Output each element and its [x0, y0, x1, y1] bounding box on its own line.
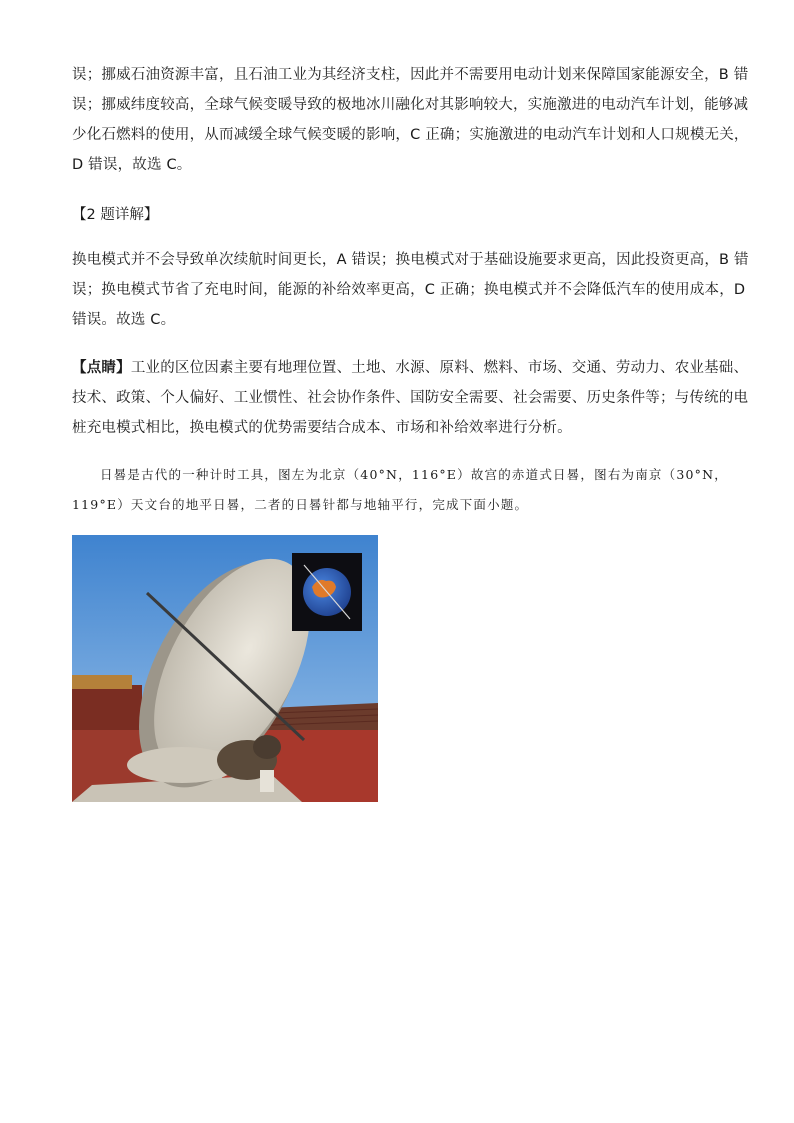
text-line: 少化石燃料的使用，从而减缓全球气候变暖的影响，C 正确；实施激进的电动汽车计划和人口规模无关， [72, 127, 749, 143]
text-line: 误；挪威纬度较高，全球气候变暖导致的极地冰川融化对其影响较大，实施激进的电动汽车计划，能够减 [72, 97, 749, 113]
sundial-illustration [72, 535, 378, 802]
text-line: 误；换电模式节省了充电时间，能源的补给效率更高，C 正确；换电模式并不会降低汽车的使用成本，D [72, 282, 746, 298]
text-line [72, 353, 749, 383]
text-line: 技术、政策、个人偏好、工业惯性、社会协作条件、国防安全需要、社会需要、历史条件等；与传统的电 [72, 390, 749, 406]
text-line: 桩充电模式相比，换电模式的优势需要结合成本、市场和补给效率进行分析。 [72, 420, 572, 436]
answer-2 [72, 245, 749, 335]
question-intro [72, 460, 732, 520]
tip-text: 工业的区位因素主要有地理位置、土地、水源、原料、燃料、市场、交通、劳动力、农业基础、 [130, 360, 749, 376]
answer-1-continued [72, 60, 749, 180]
text-line: 错误。故选 C。 [72, 312, 176, 328]
text-line: D 错误，故选 C。 [72, 157, 192, 173]
tip-paragraph [72, 353, 749, 443]
text-line: 日晷是古代的一种计时工具，图左为北京（40°N，116°E）故宫的赤道式日晷，图右为南京（30°N， [100, 467, 728, 482]
text-line: 119°E）天文台的地平日晷，二者的日晷针都与地轴平行，完成下面小题。 [72, 497, 529, 512]
question-2-heading: 【2 题详解】 [72, 207, 159, 223]
text-line: 换电模式并不会导致单次续航时间更长，A 错误；换电模式对于基础设施要求更高，因此投资更高，B 错 [72, 252, 749, 268]
sundial-photo [72, 535, 378, 802]
text-line: 误；挪威石油资源丰富，且石油工业为其经济支柱，因此并不需要用电动计划来保障国家能源安全，B 错 [72, 67, 749, 83]
tip-label: 【点睛】 [72, 360, 131, 376]
